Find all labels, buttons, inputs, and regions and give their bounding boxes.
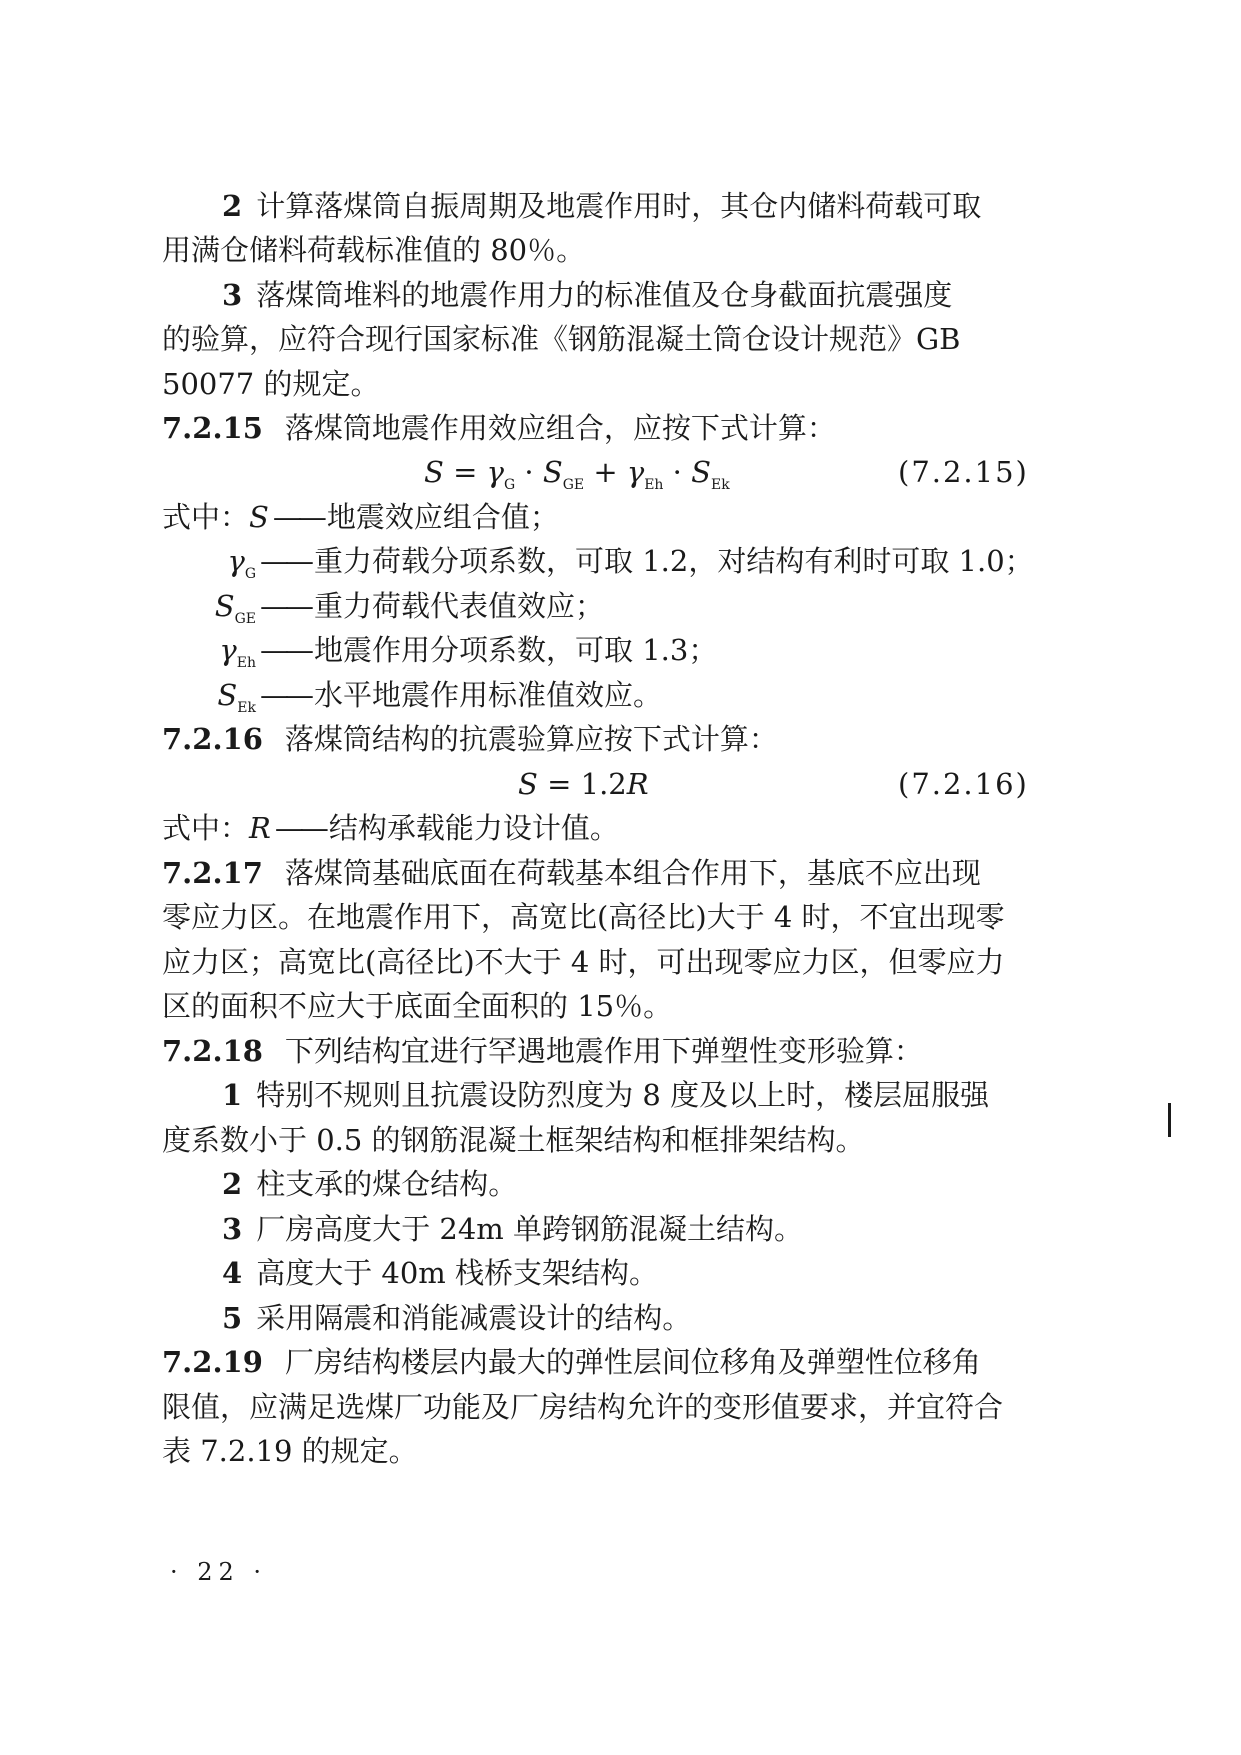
text-line: 柱支承的煤仓结构。 xyxy=(256,1167,518,1201)
def-symbol: S xyxy=(249,500,269,534)
section-number: 7.2.16 xyxy=(162,722,263,756)
def-symbol: $S_{Ek}$ xyxy=(217,678,256,716)
text-line: 高度大于 40m 栈桥支架结构。 xyxy=(256,1256,659,1290)
equation-7-2-16 xyxy=(518,764,649,804)
section-text: 落煤筒基础底面在荷载基本组合作用下，基底不应出现 xyxy=(284,856,981,890)
text-line: 用满仓储料荷载标准值的 80％。 xyxy=(162,233,586,267)
item-number: 2 xyxy=(222,189,243,223)
eq-subscript: Ek xyxy=(710,476,730,493)
eq-symbol: S xyxy=(424,455,444,489)
eq-symbol: γ xyxy=(626,455,645,489)
def-dash: —— xyxy=(260,633,310,667)
def-symbol: R xyxy=(249,811,271,845)
def-symbol: $\gamma_{Eh}$ xyxy=(219,633,256,671)
def-dash: —— xyxy=(274,811,325,845)
eq-equals: = xyxy=(547,767,572,801)
section-7-2-19 xyxy=(162,1342,981,1382)
text-line: 度系数小于 0.5 的钢筋混凝土框架结构和框排架结构。 xyxy=(162,1123,865,1157)
text-line: 厂房高度大于 24m 单跨钢筋混凝土结构。 xyxy=(256,1212,804,1246)
section-number: 7.2.18 xyxy=(162,1034,263,1068)
section-number: 7.2.19 xyxy=(162,1345,263,1379)
def-symbol: $\gamma_G$ xyxy=(227,544,256,582)
eq-equals: = xyxy=(453,455,478,489)
item-number: 1 xyxy=(222,1078,243,1112)
eq-symbol: R xyxy=(626,767,649,801)
revision-bar xyxy=(1168,1103,1171,1137)
def-dash: —— xyxy=(260,678,310,712)
eq-dot: · xyxy=(672,455,682,489)
text-line: 零应力区。在地震作用下，高宽比(高径比)大于 4 时，不宜出现零 xyxy=(162,900,1005,934)
list-item xyxy=(222,1164,517,1204)
section-7-2-18 xyxy=(162,1031,923,1071)
section-text: 落煤筒地震作用效应组合，应按下式计算： xyxy=(284,411,836,445)
text-line: 50077 的规定。 xyxy=(162,367,380,401)
section-7-2-15 xyxy=(162,408,836,448)
section-text: 厂房结构楼层内最大的弹性层间位移角及弹塑性位移角 xyxy=(284,1345,981,1379)
section-number: 7.2.17 xyxy=(162,856,263,890)
text-line: 表 7.2.19 的规定。 xyxy=(162,1434,418,1468)
def-dash: —— xyxy=(272,500,323,534)
eq-subscript: Eh xyxy=(644,476,664,493)
where-prefix: 式中： xyxy=(162,500,250,534)
section-text: 下列结构宜进行罕遇地震作用下弹塑性变形验算： xyxy=(284,1034,923,1068)
eq-subscript: GE xyxy=(562,476,585,493)
text-line: 计算落煤筒自振周期及地震作用时，其仓内储料荷载可取 xyxy=(256,189,982,223)
eq-plus: + xyxy=(593,455,618,489)
section-7-2-17 xyxy=(162,853,981,893)
item-number: 3 xyxy=(222,278,243,312)
item-number: 2 xyxy=(222,1167,243,1201)
list-item xyxy=(222,1298,691,1338)
paragraph-item-2 xyxy=(222,186,981,226)
def-symbol: $S_{GE}$ xyxy=(214,589,256,627)
text-line: 的验算，应符合现行国家标准《钢筋混凝土筒仓设计规范》GB xyxy=(162,322,961,356)
def-text: 重力荷载分项系数，可取 1.2，对结构有利时可取 1.0； xyxy=(314,544,1034,578)
def-text: 重力荷载代表值效应； xyxy=(314,589,605,623)
paragraph-item-3 xyxy=(222,275,952,315)
equation-number: (7.2.15) xyxy=(898,455,1029,489)
item-number: 3 xyxy=(222,1212,243,1246)
def-text: 水平地震作用标准值效应。 xyxy=(314,678,663,712)
definition-line xyxy=(162,808,619,848)
section-7-2-16 xyxy=(162,719,778,759)
item-number: 5 xyxy=(222,1301,243,1335)
section-number: 7.2.15 xyxy=(162,411,263,445)
text-line: 特别不规则且抗震设防烈度为 8 度及以上时，楼层屈服强 xyxy=(256,1078,990,1112)
text-line: 应力区；高宽比(高径比)不大于 4 时，可出现零应力区，但零应力 xyxy=(162,945,1005,979)
text-line: 区的面积不应大于底面全面积的 15％。 xyxy=(162,989,673,1023)
eq-symbol: S xyxy=(542,455,563,489)
eq-symbol: S xyxy=(691,455,711,489)
page-number: · 22 · xyxy=(170,1558,268,1586)
def-dash: —— xyxy=(260,589,310,623)
text-line: 限值，应满足选煤厂功能及厂房结构允许的变形值要求，并宜符合 xyxy=(162,1390,1004,1424)
text-line: 采用隔震和消能减震设计的结构。 xyxy=(256,1301,692,1335)
eq-symbol: S xyxy=(518,767,538,801)
def-text: 地震效应组合值； xyxy=(326,500,559,534)
item-number: 4 xyxy=(222,1256,243,1290)
eq-coefficient: 1.2 xyxy=(580,767,627,801)
eq-symbol: γ xyxy=(486,455,504,489)
list-item xyxy=(222,1253,658,1293)
def-dash: —— xyxy=(260,544,310,578)
def-text: 地震作用分项系数，可取 1.3； xyxy=(314,633,718,667)
def-text: 结构承载能力设计值。 xyxy=(328,811,619,845)
list-item xyxy=(222,1209,803,1249)
text-line: 落煤筒堆料的地震作用力的标准值及仓身截面抗震强度 xyxy=(256,278,953,312)
equation-number: (7.2.16) xyxy=(898,767,1029,801)
section-text: 落煤筒结构的抗震验算应按下式计算： xyxy=(284,722,778,756)
definition-line xyxy=(162,497,559,537)
list-item xyxy=(222,1075,989,1115)
eq-subscript: G xyxy=(503,476,516,493)
eq-dot: · xyxy=(524,455,534,489)
where-prefix: 式中： xyxy=(162,811,250,845)
